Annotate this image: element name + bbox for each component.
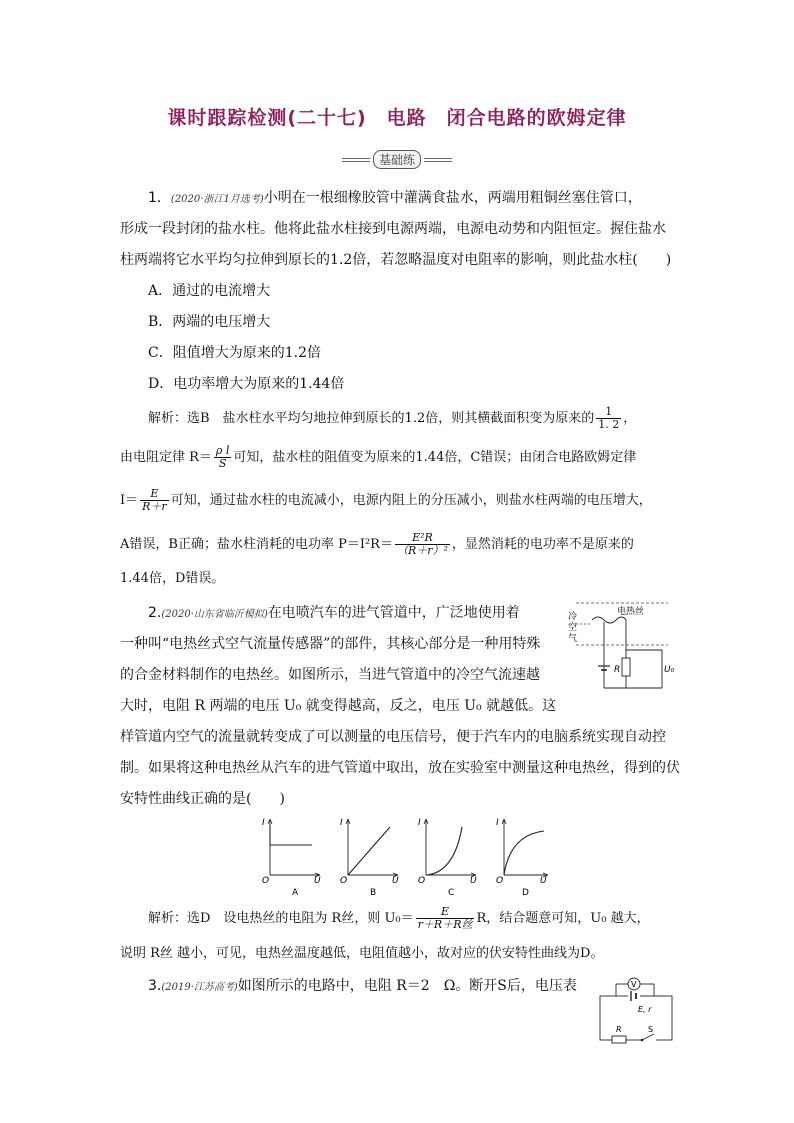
q2-source: (2020·山东省临沂模拟) [161, 609, 268, 620]
q1-expl-text-4a: A错误，B正确；盐水柱消耗的电功率 P＝I²R＝ [120, 537, 393, 552]
resistor-r [622, 658, 630, 676]
q2-stem-6: 制。如果将这种电热丝从汽车的进气管道中取出，放在实验室中测量这种电热丝，得到的伏 [120, 760, 680, 776]
page-title: 课时跟踪检测(二十七) 电路 闭合电路的欧姆定律 [167, 107, 627, 129]
q1-expl-text-4b: ，显然消耗的电功率不是原来的 [451, 537, 634, 552]
q3-battery-gap [628, 992, 640, 1000]
q1-explanation-1 [148, 406, 636, 431]
q1-explanation-5: 1.44倍，D错误。 [120, 571, 225, 586]
graph-d-caption: D [522, 888, 529, 897]
badge-label: 基础练 [373, 150, 421, 169]
label-air-2: 气 [568, 634, 578, 644]
graph-a-arrowheads [268, 819, 320, 877]
q2-expl-text-1b: R，结合题意可知，U₀ 越大， [476, 911, 650, 926]
air-flow-sensor-circuit-figure [562, 600, 674, 692]
q3-switch-gap [642, 1036, 656, 1044]
graph-c-y-label: I [418, 818, 421, 828]
q2-stem-4: 大时，电阻 R 两端的电压 U₀ 就变得越高，反之，电压 U₀ 就越低。这 [120, 698, 557, 714]
q1-frac4-num: E²R [395, 532, 450, 545]
q3-circuit-figure [594, 972, 678, 1050]
graph-c-caption: C [448, 888, 455, 897]
q1-fraction-2 [214, 445, 231, 470]
graph-c-x-label: U [470, 876, 477, 886]
graph-b-y-label: I [340, 818, 343, 828]
q1-frac3-num: E [140, 488, 169, 501]
q1-stem-2: 形成一段封闭的盐水柱。他将此盐水柱接到电源两端，电源电动势和内阻恒定。握住盐水 [120, 221, 666, 237]
graph-d-y-label: I [496, 818, 499, 828]
q1-expl-text-2b: 可知，盐水柱的阻值变为原来的1.44倍，C错误；由闭合电路欧姆定律 [233, 450, 637, 465]
section-badge [0, 150, 794, 169]
q3-label-s: S [648, 1025, 654, 1034]
q2-stem-5: 样管道内空气的流量就转变成了可以测量的电压信号，便于汽车内的电脑系统实现自动控 [120, 729, 666, 745]
q2-fraction [416, 906, 475, 931]
graph-a [262, 818, 321, 897]
graph-b-curve [348, 827, 390, 875]
label-heater-wire: 电热丝 [617, 607, 645, 617]
q2-stem-2: 一种叫“电热丝式空气流量传感器”的部件，其核心部分是一种用特殊 [120, 636, 541, 652]
q1-line-1 [148, 188, 642, 210]
q1-explanation-3 [120, 488, 652, 513]
q3-line-1 [148, 976, 577, 998]
q1-fraction-4 [395, 532, 450, 557]
q1-explanation-2 [120, 445, 636, 470]
graph-c-curve [426, 827, 462, 875]
q1-source: (2020·浙江1月选考) [170, 194, 264, 205]
graph-d-arrowheads [502, 819, 548, 877]
q1-frac1-den: 1. 2 [598, 418, 620, 431]
q1-expl-text-1: 解析：选B 盐水柱水平均匀地拉伸到原长的1.2倍，则其横截面积变为原来的 [148, 411, 595, 426]
q3-stem-1: 如图所示的电路中，电阻 R＝2 Ω。断开S后，电压表 [237, 978, 577, 994]
q1-stem-3: 柱两端将它水平均匀拉伸到原长的1.2倍，若忽略温度对电阻率的影响，则此盐水柱( ) [120, 252, 672, 268]
graph-a-caption: A [292, 888, 299, 897]
q1-option-d: D．电功率增大为原来的1.44倍 [148, 376, 345, 392]
q2-expl-text-1a: 解析：选D 设电热丝的电阻为 R丝，则 U₀＝ [148, 911, 414, 926]
q3-label-er: E, r [638, 1005, 652, 1014]
graph-c-arrowheads [424, 819, 476, 877]
q3-label-r: R [616, 1025, 622, 1034]
q1-frac3-den: R＋r [142, 500, 167, 513]
q1-frac2-den: S [218, 457, 227, 470]
q1-frac4-den: （R＋r）² [396, 544, 448, 557]
iu-graphs [258, 815, 548, 897]
graph-b-caption: B [370, 888, 377, 897]
q2-line-1 [148, 603, 520, 625]
label-air-1: 空 [568, 623, 578, 633]
q3-resistor-r [612, 1036, 626, 1043]
q1-fraction-3 [140, 488, 169, 513]
graph-c [418, 818, 477, 897]
q1-option-c: C．阻值增大为原来的1.2倍 [148, 345, 321, 361]
q1-option-b: B．两端的电压增大 [148, 314, 271, 330]
graph-c-origin: O [418, 876, 426, 886]
q2-number: 2. [148, 605, 162, 621]
graph-a-y-label: I [262, 818, 265, 828]
badge-rule-left [342, 158, 370, 162]
q2-stem-1: 在电喷汽车的进气管道中，广泛地使用着 [267, 605, 520, 621]
q1-fraction-1 [596, 406, 621, 431]
q1-frac2-num: ρ l [215, 444, 230, 457]
badge-rule-right [424, 158, 452, 162]
q1-expl-text-2a: 由电阻定律 R＝ [120, 450, 212, 465]
q2-explanation-1 [148, 906, 650, 931]
label-cold: 冷 [568, 612, 578, 622]
q1-expl-text-3b: 可知，通过盐水柱的电流减小，电源内阻上的分压减小，则盐水柱两端的电压增大， [170, 493, 652, 508]
q1-expl-text-3a: I＝ [120, 493, 139, 508]
heater-wire [592, 617, 626, 623]
graph-b-origin: O [340, 876, 348, 886]
q2-frac-num: E [416, 906, 475, 919]
q1-frac1-num: 1 [596, 406, 621, 419]
q1-number: 1． [148, 190, 171, 206]
graph-d-x-label: U [540, 876, 547, 886]
graph-d [496, 818, 548, 897]
q1-explanation-4 [120, 532, 634, 557]
q1-expl-end-1: ， [623, 411, 637, 426]
q2-stem-7: 安特性曲线正确的是( ) [120, 791, 285, 807]
label-r: R [614, 665, 621, 675]
q2-frac-den: r＋R＋R丝 [417, 918, 473, 931]
q1-option-a: A．通过的电流增大 [148, 283, 271, 299]
graph-a-origin: O [262, 876, 270, 886]
q3-source: (2019·江苏高考) [161, 982, 238, 993]
graph-a-x-label: U [314, 876, 321, 886]
label-u0: U₀ [664, 665, 674, 675]
q3-circuit-loop [600, 996, 672, 1040]
graph-d-curve [504, 831, 544, 875]
q3-number: 3. [148, 978, 162, 994]
q3-label-v: V [631, 980, 637, 989]
graph-d-origin: O [496, 876, 504, 886]
graph-b-x-label: U [392, 876, 399, 886]
q2-stem-3: 的合金材料制作的电热丝。如图所示，当进气管道中的冷空气流速越 [120, 667, 540, 683]
q1-stem-1: 小明在一根细橡胶管中灌满食盐水，两端用粗铜丝塞住管口， [263, 190, 642, 206]
q2-explanation-2: 说明 R丝 越小，可见，电热丝温度越低，电阻值越小，故对应的伏安特性曲线为D。 [120, 946, 604, 961]
graph-a-curve [270, 825, 312, 845]
graph-b [340, 818, 399, 897]
q3-switch-pivot [641, 1039, 644, 1042]
